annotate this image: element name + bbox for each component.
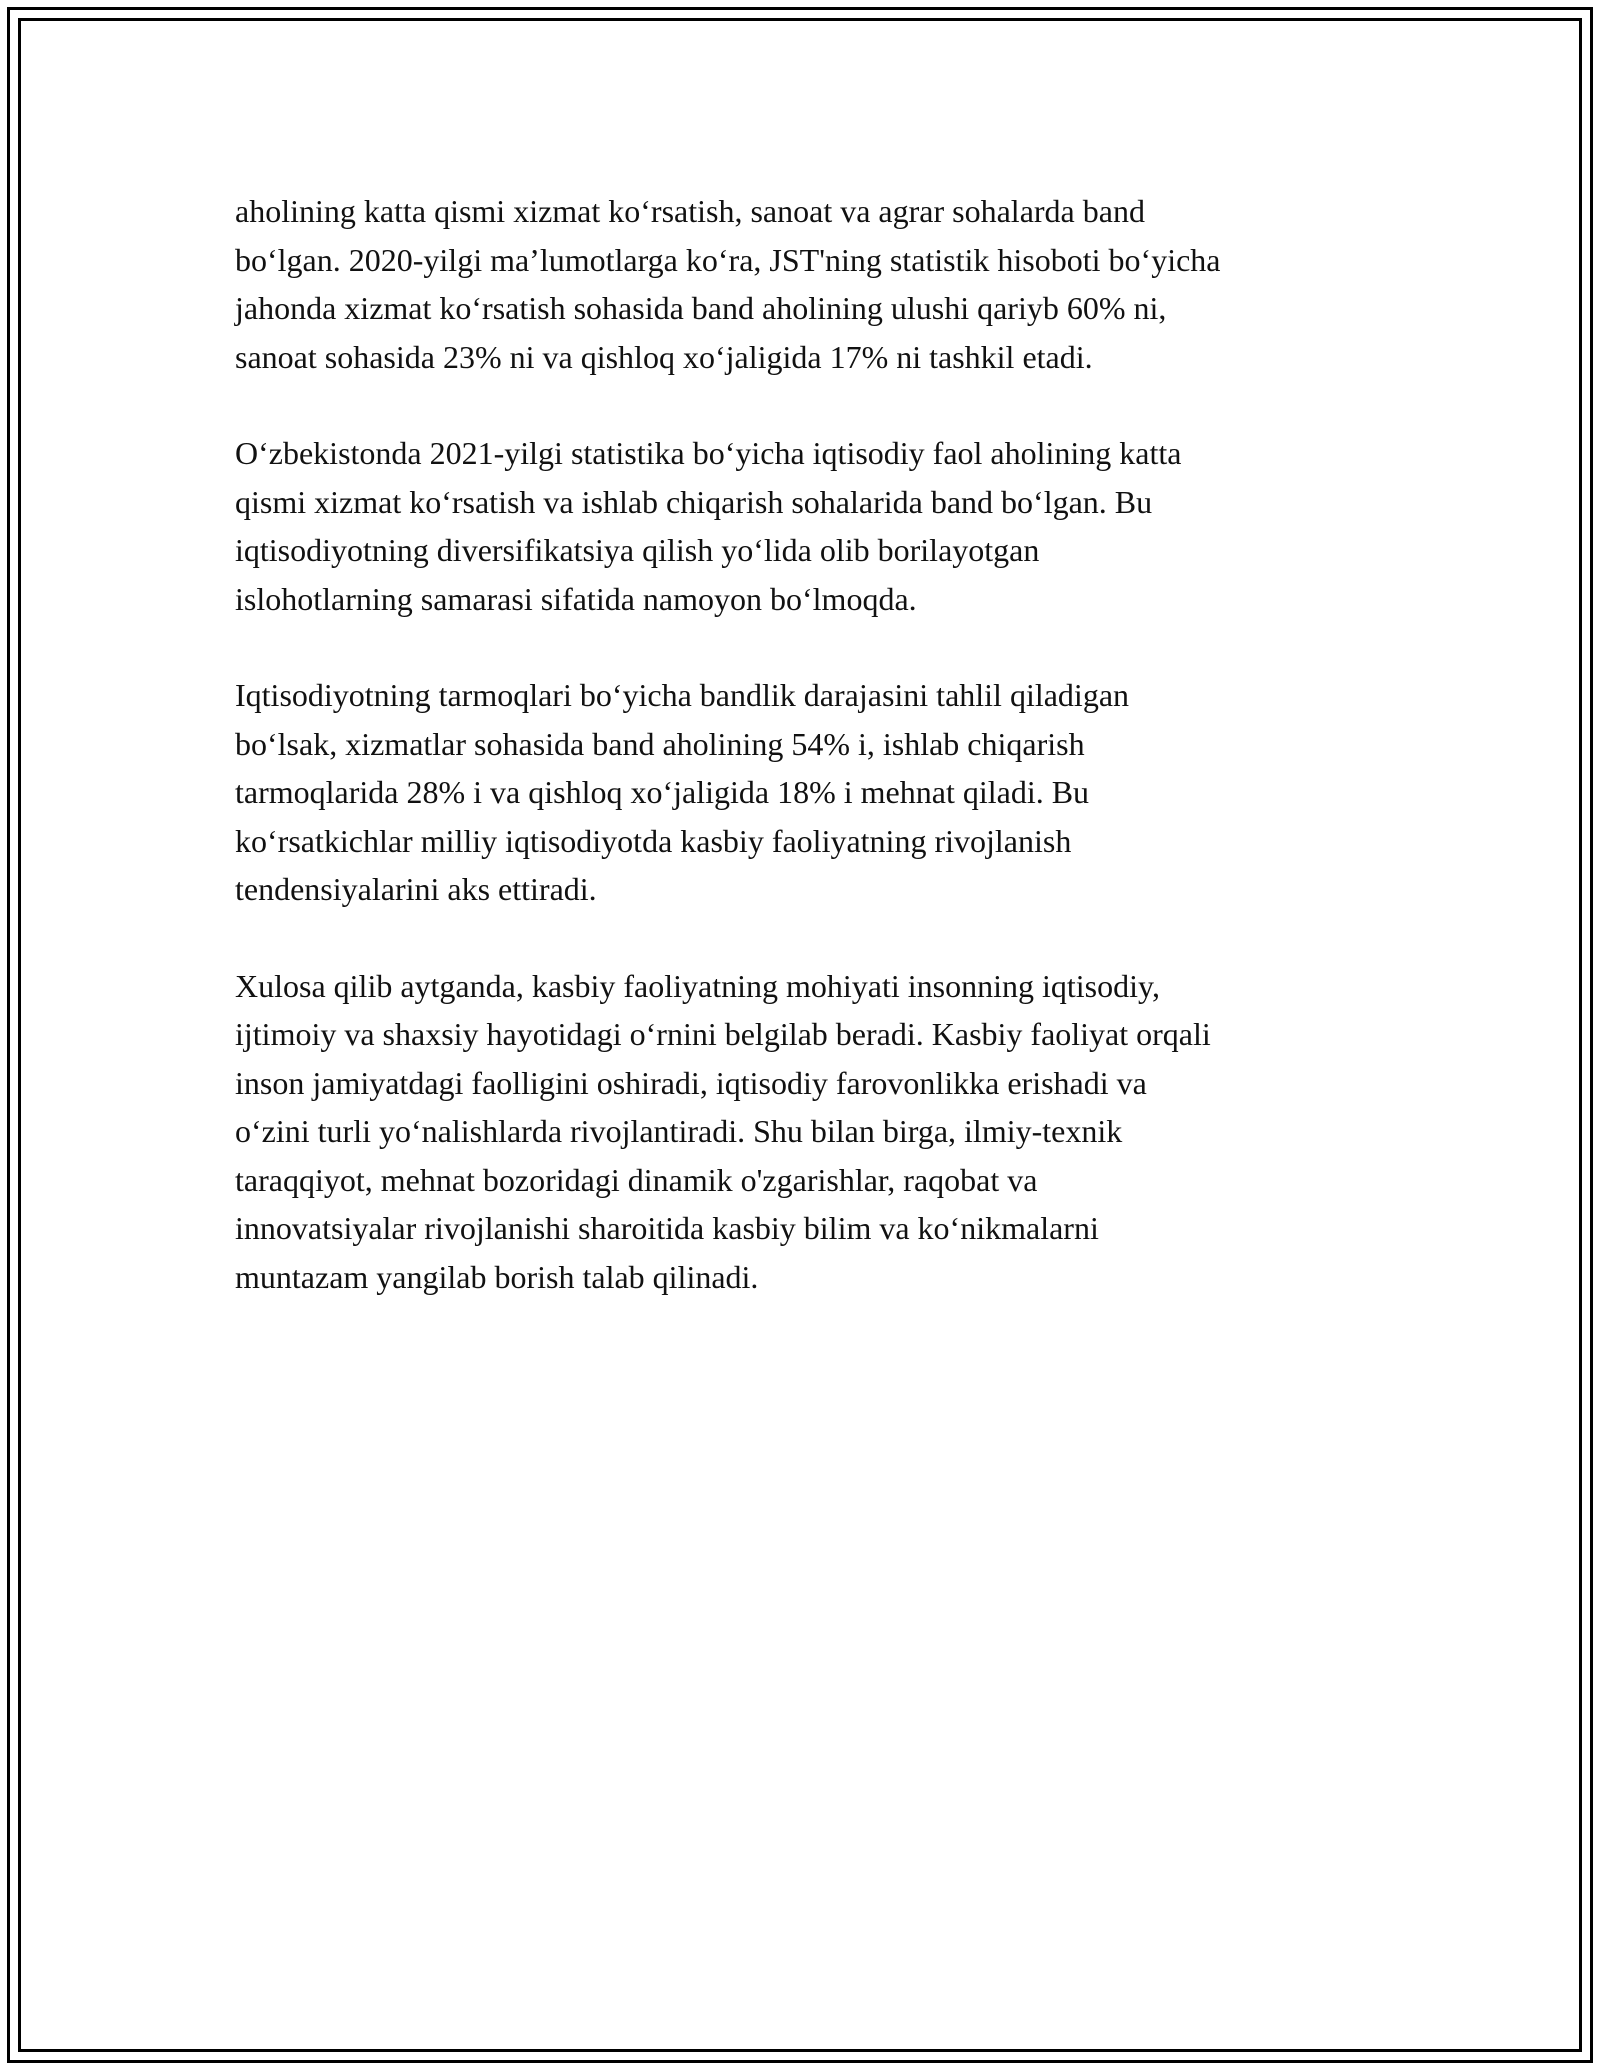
text-line: bo‘lgan. 2020-yilgi ma’lumotlarga ko‘ra, JST'ning statistik hisoboti bo‘yicha (235, 241, 1221, 278)
text-line: ijtimoiy va shaxsiy hayotidagi o‘rnini belgilab beradi. Kasbiy faoliyat orqali (235, 1016, 1211, 1052)
paragraph-3 (235, 671, 1385, 914)
text-line: Iqtisodiyotning tarmoqlari bo‘yicha bandlik darajasini tahlil qiladigan (235, 677, 1130, 713)
text-line: jahonda xizmat ko‘rsatish sohasida band aholining ulushi qariyb 60% ni, (235, 290, 1167, 326)
paragraph-1 (235, 187, 1385, 381)
text-line: qismi xizmat ko‘rsatish va ishlab chiqarish sohalarida band bo‘lgan. Bu (235, 483, 1153, 520)
document-body (235, 187, 1385, 1349)
text-line: ko‘rsatkichlar milliy iqtisodiyotda kasbiy faoliyatning rivojlanish (235, 822, 1072, 859)
text-line: muntazam yangilab borish talab qilinadi. (235, 1258, 759, 1295)
paragraph-4 (235, 962, 1385, 1302)
text-line: innovatsiyalar rivojlanishi sharoitida kasbiy bilim va ko‘nikmalarni (235, 1210, 1099, 1246)
text-line: tarmoqlarida 28% i va qishloq xo‘jaligida 18% i mehnat qiladi. Bu (235, 774, 1090, 810)
text-line: O‘zbekistonda 2021-yilgi statistika bo‘yicha iqtisodiy faol aholining katta (235, 435, 1182, 471)
text-line: taraqqiyot, mehnat bozoridagi dinamik o'zgarishlar, raqobat va (235, 1161, 1038, 1198)
text-line: inson jamiyatdagi faolligini oshiradi, iqtisodiy farovonlikka erishadi va (235, 1064, 1147, 1101)
text-line: tendensiyalarini aks ettiradi. (235, 871, 597, 907)
text-line: sanoat sohasida 23% ni va qishloq xo‘jaligida 17% ni tashkil etadi. (235, 338, 1093, 375)
text-line: bo‘lsak, xizmatlar sohasida band aholining 54% i, ishlab chiqarish (235, 725, 1085, 762)
text-line: Xulosa qilib aytganda, kasbiy faoliyatning mohiyati insonning iqtisodiy, (235, 967, 1160, 1004)
text-line: islohotlarning samarasi sifatida namoyon bo‘lmoqda. (235, 580, 917, 617)
text-line: iqtisodiyotning diversifikatsiya qilish yo‘lida olib borilayotgan (235, 532, 1040, 568)
text-line: aholining katta qismi xizmat ko‘rsatish, sanoat va agrar sohalarda band (235, 193, 1145, 229)
paragraph-2 (235, 429, 1385, 623)
text-line: o‘zini turli yo‘nalishlarda rivojlantiradi. Shu bilan birga, ilmiy-texnik (235, 1113, 1123, 1149)
